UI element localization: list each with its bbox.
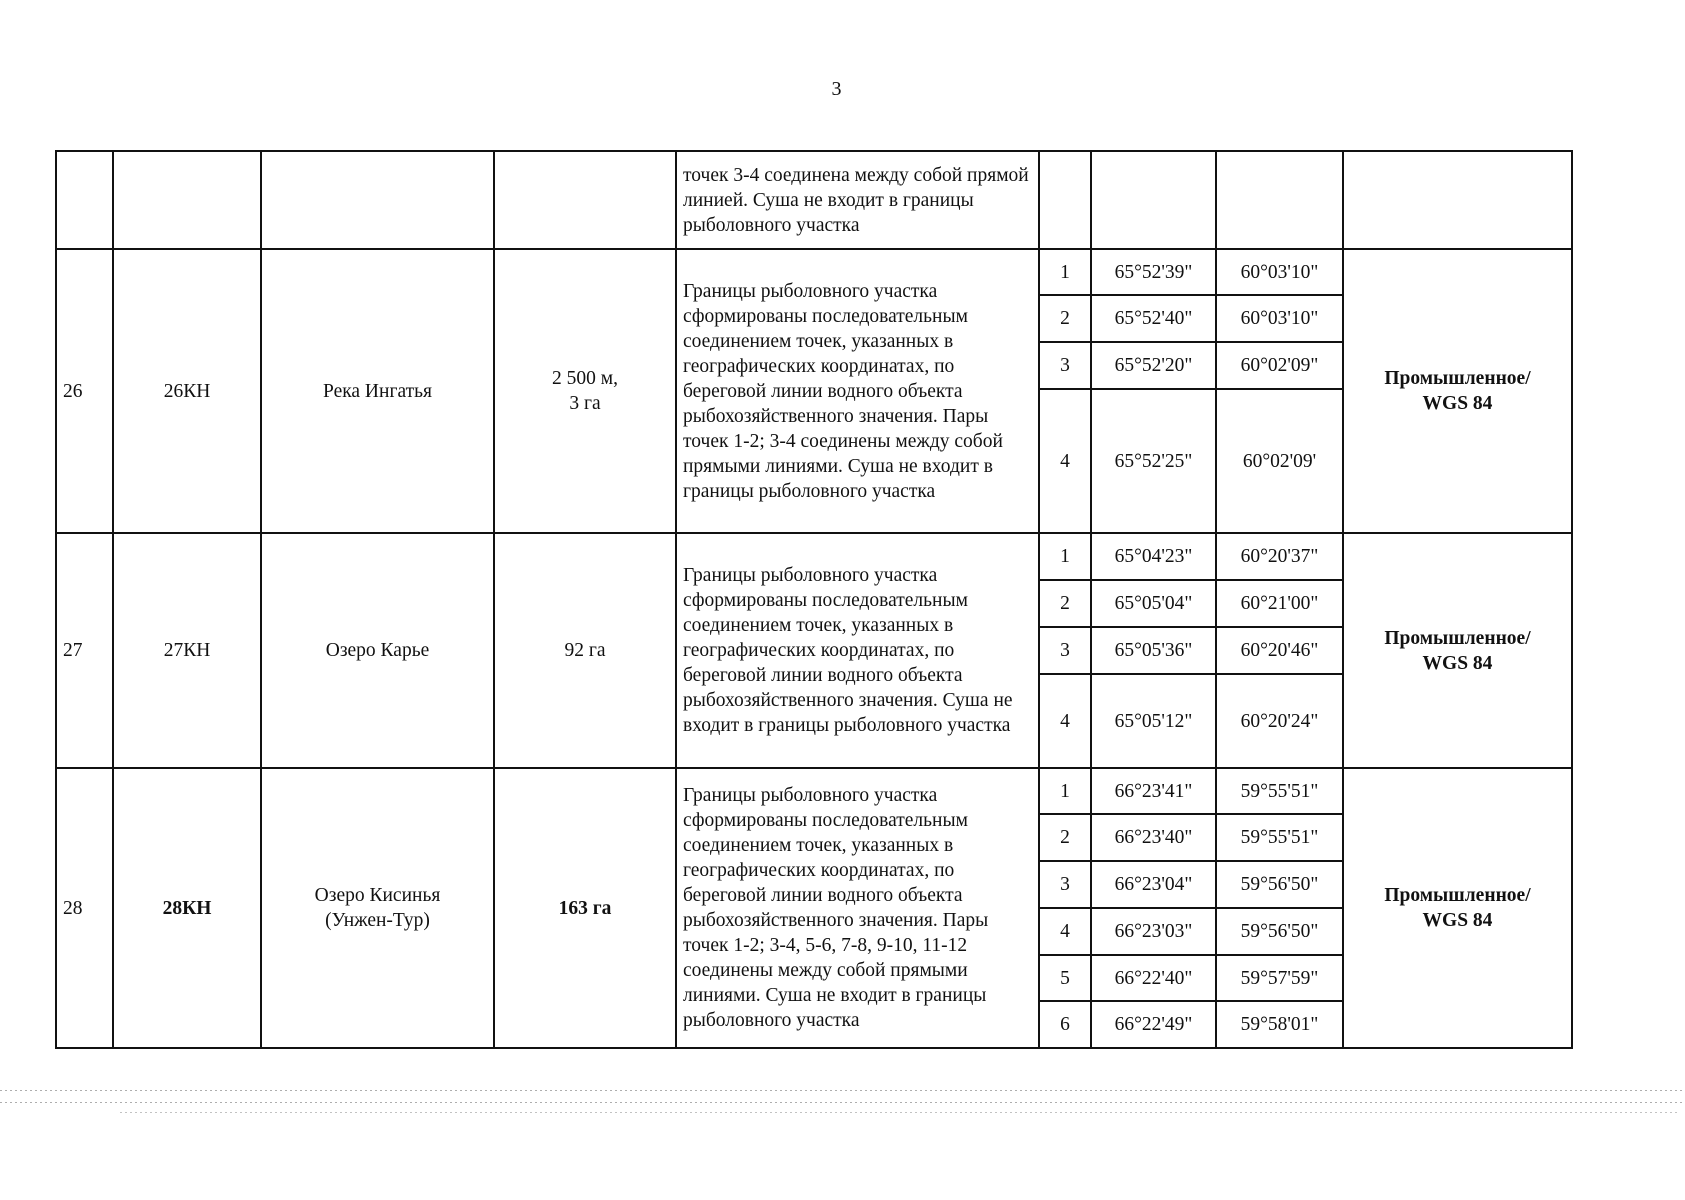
water-body-name: Озеро Карье bbox=[261, 533, 494, 768]
point-number: 1 bbox=[1039, 249, 1091, 295]
point-number: 5 bbox=[1039, 955, 1091, 1001]
latitude: 65°52'40" bbox=[1091, 295, 1216, 342]
point-number: 2 bbox=[1039, 580, 1091, 627]
latitude: 65°05'12" bbox=[1091, 674, 1216, 768]
row-number: 26 bbox=[56, 249, 113, 533]
point-number: 2 bbox=[1039, 295, 1091, 342]
empty-cell bbox=[1343, 151, 1572, 249]
description-cell: Границы рыболовного участка сформированы последовательным соединением точек, указанных в географических координатах, по береговой линии водного объекта рыбохозяйственного значения. Пары точек 1-2; 3-4, 5-6, 7-8, 9-10, 11-12 соединены между собой прямыми линиями. Суша не входит в границы рыболовного участка bbox=[676, 768, 1039, 1048]
latitude: 66°22'40" bbox=[1091, 955, 1216, 1001]
longitude: 60°02'09' bbox=[1216, 389, 1343, 533]
longitude: 59°56'50" bbox=[1216, 861, 1343, 908]
description-cell: Границы рыболовного участка сформированы последовательным соединением точек, указанных в географических координатах, по береговой линии водного объекта рыбохозяйственного значения. Пары точек 1-2; 3-4 соединены между собой прямыми линиями. Суша не входит в границы рыболовного участка bbox=[676, 249, 1039, 533]
latitude: 65°52'20" bbox=[1091, 342, 1216, 389]
latitude: 65°04'23" bbox=[1091, 533, 1216, 580]
purpose-cell: Промышленное/ WGS 84 bbox=[1343, 768, 1572, 1048]
area-size: 92 га bbox=[494, 533, 676, 768]
scan-noise-line bbox=[0, 1090, 1685, 1091]
longitude: 59°56'50" bbox=[1216, 908, 1343, 955]
area-code: 28КН bbox=[113, 768, 261, 1048]
point-number: 3 bbox=[1039, 861, 1091, 908]
longitude: 60°20'37" bbox=[1216, 533, 1343, 580]
scan-noise-line bbox=[120, 1112, 1680, 1113]
latitude: 66°23'40" bbox=[1091, 814, 1216, 861]
water-body-name: Река Ингатья bbox=[261, 249, 494, 533]
point-number: 6 bbox=[1039, 1001, 1091, 1048]
table-row bbox=[56, 249, 1572, 295]
longitude: 60°21'00" bbox=[1216, 580, 1343, 627]
longitude: 59°55'51" bbox=[1216, 814, 1343, 861]
area-size: 2 500 м, 3 га bbox=[494, 249, 676, 533]
scan-noise-line bbox=[0, 1102, 1685, 1103]
description-cell: точек 3-4 соединена между собой прямой линией. Суша не входит в границы рыболовного участка bbox=[676, 151, 1039, 249]
page-number: 3 bbox=[831, 78, 842, 100]
empty-cell bbox=[494, 151, 676, 249]
point-number: 1 bbox=[1039, 768, 1091, 814]
latitude: 65°05'04" bbox=[1091, 580, 1216, 627]
latitude: 66°23'03" bbox=[1091, 908, 1216, 955]
table-row-continuation bbox=[56, 151, 1572, 249]
empty-cell bbox=[56, 151, 113, 249]
point-number: 2 bbox=[1039, 814, 1091, 861]
table-row bbox=[56, 768, 1572, 814]
longitude: 60°20'46" bbox=[1216, 627, 1343, 674]
point-number: 3 bbox=[1039, 627, 1091, 674]
purpose-cell: Промышленное/ WGS 84 bbox=[1343, 249, 1572, 533]
point-number: 1 bbox=[1039, 533, 1091, 580]
longitude: 60°02'09" bbox=[1216, 342, 1343, 389]
description-cell: Границы рыболовного участка сформированы последовательным соединением точек, указанных в географических координатах, по береговой линии водного объекта рыбохозяйственного значения. Суша не входит в границы рыболовного участка bbox=[676, 533, 1039, 768]
purpose-cell: Промышленное/ WGS 84 bbox=[1343, 533, 1572, 768]
longitude: 59°55'51" bbox=[1216, 768, 1343, 814]
empty-cell bbox=[1039, 151, 1091, 249]
empty-cell bbox=[1216, 151, 1343, 249]
row-number: 28 bbox=[56, 768, 113, 1048]
area-size: 163 га bbox=[494, 768, 676, 1048]
latitude: 65°52'25" bbox=[1091, 389, 1216, 533]
empty-cell bbox=[1091, 151, 1216, 249]
row-number: 27 bbox=[56, 533, 113, 768]
longitude: 60°20'24" bbox=[1216, 674, 1343, 768]
empty-cell bbox=[261, 151, 494, 249]
point-number: 4 bbox=[1039, 908, 1091, 955]
water-body-name: Озеро Кисинья (Унжен-Тур) bbox=[261, 768, 494, 1048]
area-code: 27КН bbox=[113, 533, 261, 768]
latitude: 66°23'41" bbox=[1091, 768, 1216, 814]
longitude: 59°57'59" bbox=[1216, 955, 1343, 1001]
point-number: 4 bbox=[1039, 674, 1091, 768]
point-number: 3 bbox=[1039, 342, 1091, 389]
longitude: 59°58'01" bbox=[1216, 1001, 1343, 1048]
latitude: 66°22'49" bbox=[1091, 1001, 1216, 1048]
empty-cell bbox=[113, 151, 261, 249]
area-code: 26КН bbox=[113, 249, 261, 533]
longitude: 60°03'10" bbox=[1216, 295, 1343, 342]
fishing-areas-table bbox=[55, 150, 1573, 1049]
latitude: 66°23'04" bbox=[1091, 861, 1216, 908]
longitude: 60°03'10" bbox=[1216, 249, 1343, 295]
latitude: 65°05'36" bbox=[1091, 627, 1216, 674]
point-number: 4 bbox=[1039, 389, 1091, 533]
table-row bbox=[56, 533, 1572, 580]
latitude: 65°52'39" bbox=[1091, 249, 1216, 295]
